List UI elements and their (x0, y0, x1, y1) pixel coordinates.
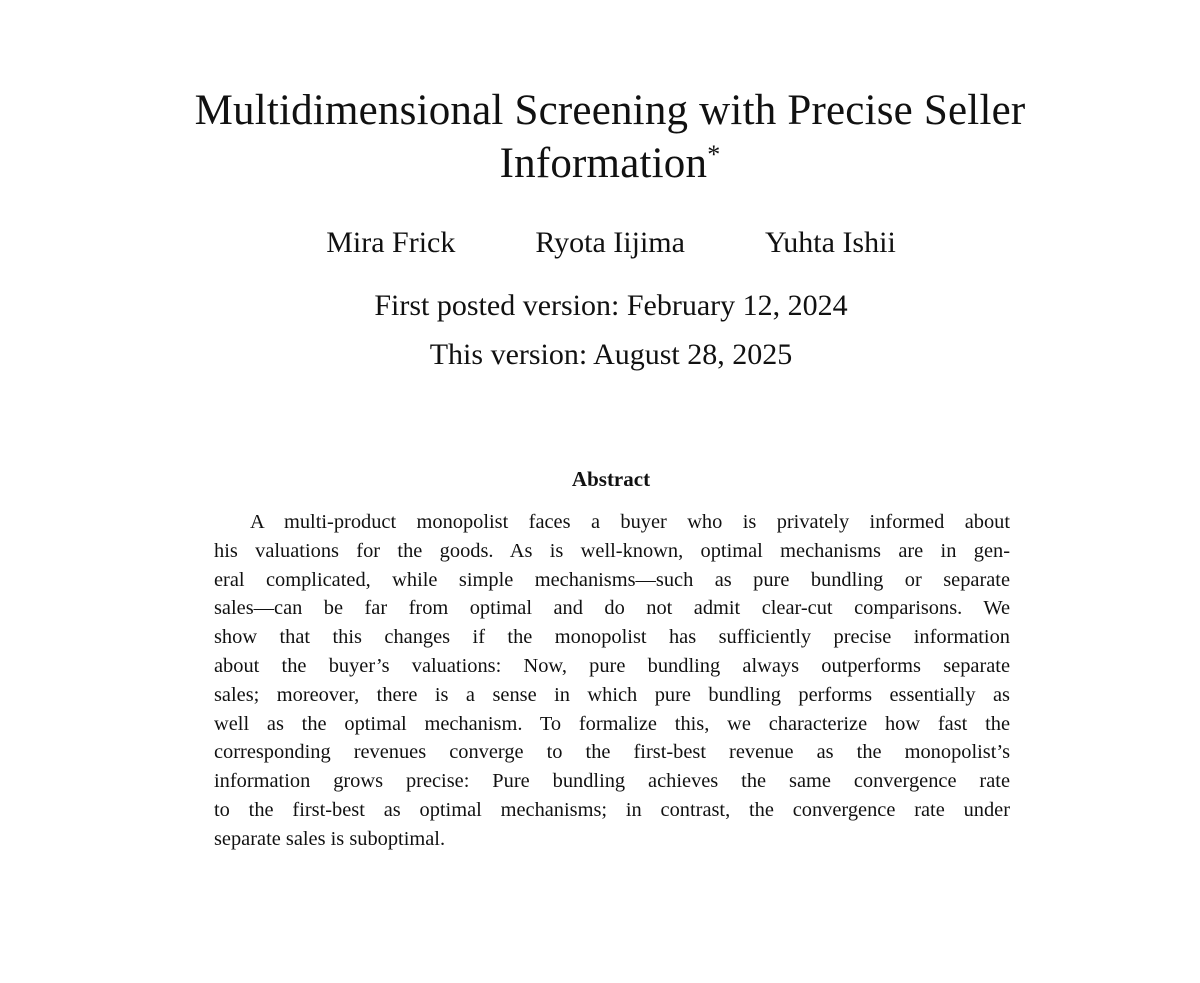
author-name: Ryota Iijima (535, 226, 685, 259)
abstract-line: his valuations for the goods. As is well-known, optimal mechanisms are in gen- (214, 539, 1010, 562)
author-name: Mira Frick (326, 226, 456, 259)
abstract-line: information grows precise: Pure bundling achieves the same convergence rate (214, 770, 1010, 793)
paper-title (150, 84, 1070, 190)
first-posted-date: First posted version: February 12, 2024 (374, 289, 848, 322)
title-footnote-mark[interactable]: * (707, 140, 721, 169)
this-version-date: This version: August 28, 2025 (429, 338, 793, 371)
abstract-line: show that this changes if the monopolist has sufficiently precise information (214, 626, 1010, 649)
author-list (0, 224, 1200, 262)
abstract-text (214, 508, 1010, 854)
abstract-line: separate sales is suboptimal. (214, 827, 446, 850)
abstract-line: to the first-best as optimal mechanisms; in contrast, the convergence rate under (214, 798, 1010, 821)
title-line-2: Information (499, 140, 708, 187)
abstract-line: sales—can be far from optimal and do not admit clear-cut comparisons. We (214, 597, 1010, 620)
abstract-line: A multi-product monopolist faces a buyer who is privately informed about (250, 511, 1010, 533)
abstract-line: well as the optimal mechanism. To formalize this, we characterize how fast the (214, 712, 1010, 735)
abstract-line: corresponding revenues converge to the first-best revenue as the monopolist’s (214, 741, 1010, 764)
abstract-heading: Abstract (571, 467, 651, 491)
abstract-line: about the buyer’s valuations: Now, pure bundling always outperforms separate (214, 654, 1010, 677)
abstract-line: eral complicated, while simple mechanisms—such as pure bundling or separate (214, 568, 1010, 591)
abstract-line: sales; moreover, there is a sense in which pure bundling performs essentially as (214, 683, 1010, 706)
title-line-1: Multidimensional Screening with Precise Seller (194, 87, 1026, 134)
author-name: Yuhta Ishii (764, 226, 896, 259)
